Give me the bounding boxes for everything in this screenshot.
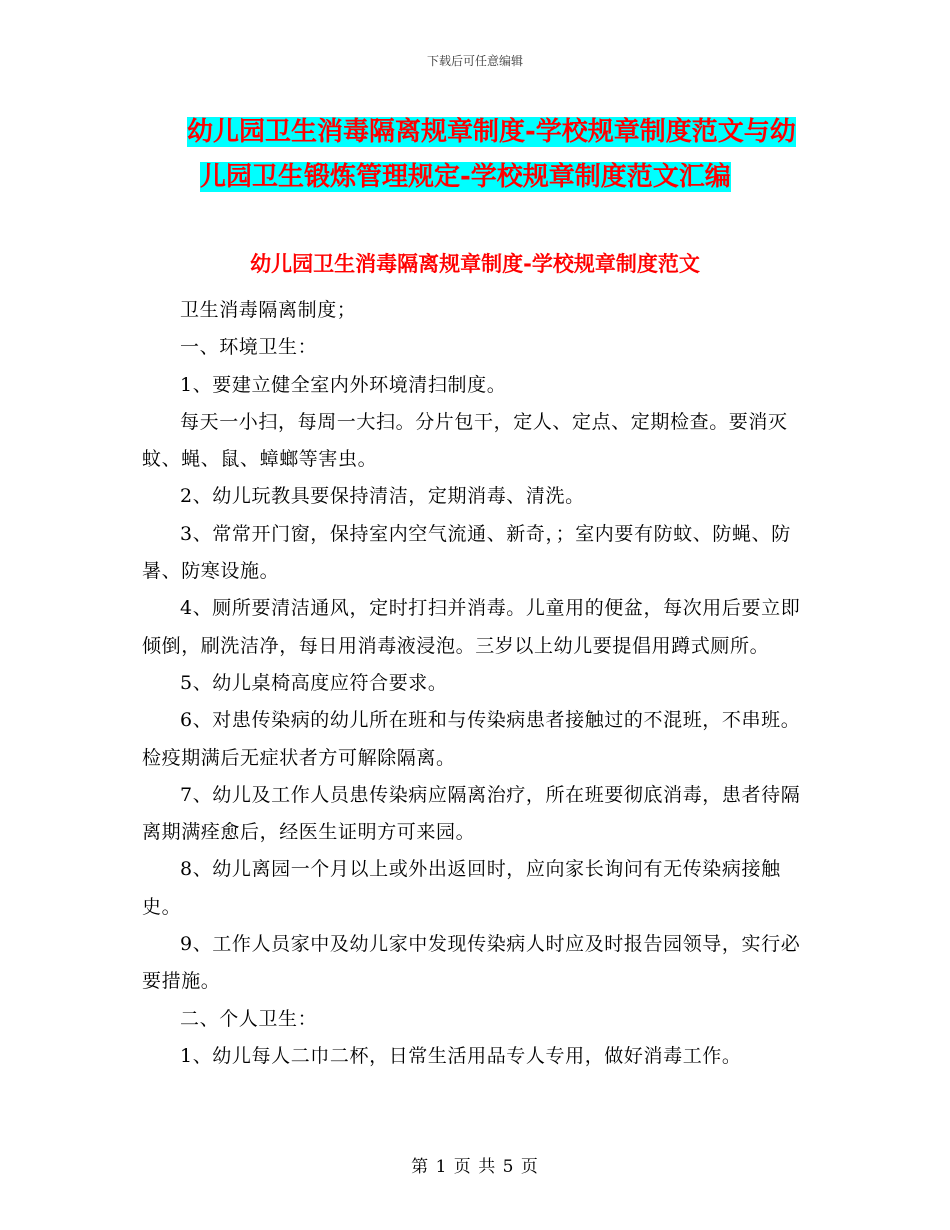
section-title: 幼儿园卫生消毒隔离规章制度-学校规章制度范文: [250, 252, 700, 276]
header-note: 下载后可任意编辑: [426, 54, 523, 68]
title-highlight-1: 幼儿园卫生消毒隔离规章制度-学校规章制度范文与幼: [187, 117, 796, 147]
document-body: [142, 292, 806, 1075]
paragraph: 每天一小扫，每周一大扫。分片包干，定人、定点、定期检查。要消灭蚊、蝇、鼠、蟑螂等害虫。: [142, 410, 788, 471]
paragraph: 4、厕所要清洁通风，定时打扫并消毒。儿童用的便盆，每次用后要立即倾倒，刷洗洁净，每日用消毒液浸泡。三岁以上幼儿要提倡用蹲式厕所。: [142, 597, 801, 657]
document-title-line-2: [142, 155, 822, 200]
paragraph: 8、幼儿离园一个月以上或外出返回时，应向家长询问有无传染病接触史。: [142, 858, 781, 918]
paragraph: 卫生消毒隔离制度；: [180, 299, 357, 321]
paragraph: 6、对患传染病的幼儿所在班和与传染病患者接触过的不混班，不串班。检疫期满后无症状者方可解除隔离。: [142, 709, 801, 769]
paragraph: 2、幼儿玩教具要保持清洁，定期消毒、清洗。: [180, 485, 585, 508]
document-title: [142, 110, 822, 200]
paragraph: 1、要建立健全室内外环境清扫制度。: [180, 373, 507, 396]
paragraph: 一、环境卫生：: [180, 336, 318, 359]
title-highlight-2: 儿园卫生锻炼管理规定-学校规章制度范文汇编: [200, 162, 731, 192]
paragraph: 1、幼儿每人二巾二杯，日常生活用品专人专用，做好消毒工作。: [180, 1044, 742, 1067]
paragraph: 5、幼儿桌椅高度应符合要求。: [180, 671, 448, 694]
document-title-line-1: [142, 110, 822, 155]
paragraph: 7、幼儿及工作人员患传染病应隔离治疗，所在班要彻底消毒，患者待隔离期满痊愈后，经医生证明方可来园。: [142, 783, 801, 844]
paragraph: 3、常常开门窗，保持室内空气流通、新奇，；室内要有防蚊、防蝇、防暑、防寒设施。: [142, 522, 791, 583]
page-footer: 第 1 页 共 5 页: [411, 1157, 539, 1177]
paragraph: 二、个人卫生：: [180, 1007, 318, 1030]
paragraph: 9、工作人员家中及幼儿家中发现传染病人时应及时报告园领导，实行必要措施。: [142, 933, 801, 993]
